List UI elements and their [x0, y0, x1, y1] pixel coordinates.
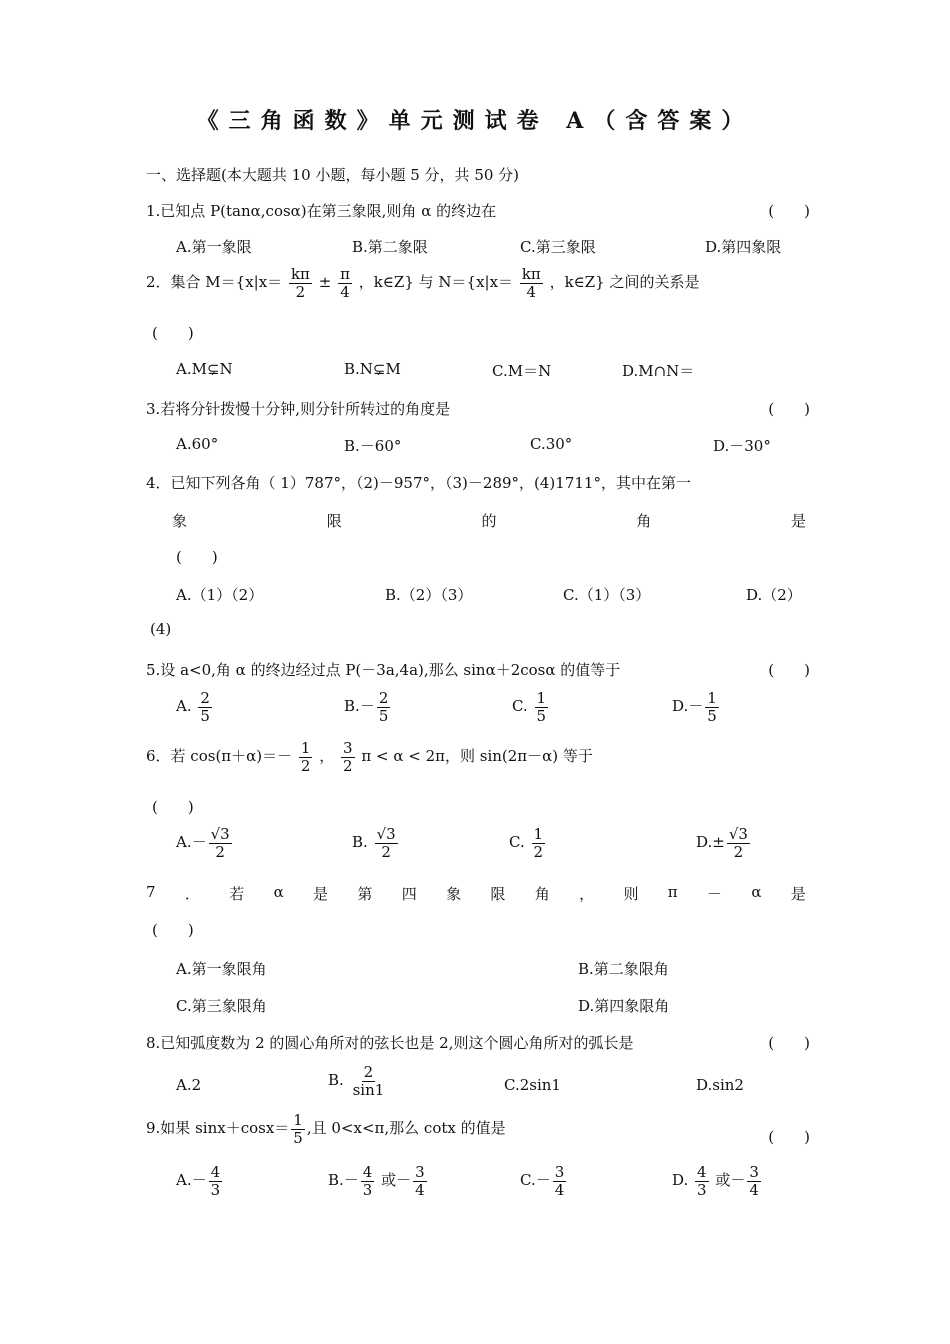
- answer-paren: ( ): [152, 798, 194, 816]
- q9-option-a: A.－ $\frac{4}{3}$: [176, 1163, 221, 1199]
- q1-option-b: B.第二象限: [352, 238, 428, 256]
- q5-option-b: B.－ $\frac{2}{5}$: [344, 689, 389, 725]
- q5-option-a: A. $\frac{2}{5}$: [176, 689, 210, 725]
- q5-option-c: C. $\frac{1}{5}$: [512, 689, 547, 725]
- q4-option-a: A.（1）（2）: [176, 586, 264, 604]
- q2-text-1: 2．集合 M＝{x|x＝: [146, 273, 283, 291]
- q8-option-d: D.sin2: [696, 1076, 744, 1094]
- q8-option-a: A.2: [176, 1076, 202, 1094]
- question-7: 7 ． 若 α 是 第 四 象 限 角 ， 则 π － α 是: [146, 883, 806, 903]
- answer-paren: ( ): [768, 400, 810, 418]
- q2-option-a: A.M⊊N: [176, 360, 233, 378]
- q7-option-b: B.第二象限角: [578, 960, 669, 978]
- q2-option-d: D.M∩N＝: [622, 362, 695, 380]
- fraction: $\frac{\pi}{4}$: [340, 265, 350, 301]
- q1-option-a: A.第一象限: [176, 238, 252, 256]
- q3-option-b: B.－60°: [344, 437, 402, 455]
- fraction: $\frac{k\pi}{4}$: [521, 265, 541, 301]
- q2-option-b: B.N⊊M: [344, 360, 401, 378]
- answer-paren: ( ): [152, 324, 194, 342]
- q1-option-d: D.第四象限: [705, 238, 782, 256]
- fraction: $\frac{k\pi}{2}$: [290, 265, 310, 301]
- q8-option-c: C.2sin1: [504, 1076, 561, 1094]
- q2-option-c: C.M＝N: [492, 362, 552, 380]
- answer-paren: ( ): [768, 661, 810, 679]
- q2-text-3: ，k∈Z} 与 N＝{x|x＝: [358, 273, 514, 291]
- q7-option-d: D.第四象限角: [578, 997, 670, 1015]
- q8-option-b: B. $\frac{2}{\sin 1}$: [328, 1063, 385, 1099]
- q4-option-d-wrap: (4): [150, 620, 172, 638]
- q6-option-d: D.± $\frac{√3}{2}$: [696, 825, 748, 861]
- q4-option-c: C.（1）（3）: [563, 586, 651, 604]
- page-title: 《三角函数》单元测试卷 A（含答案）: [196, 108, 754, 134]
- answer-paren: ( ): [768, 1128, 810, 1146]
- q9-option-d: D. $\frac{4}{3}$ 或－ $\frac{3}{4}$: [672, 1163, 759, 1199]
- q6-option-c: C. $\frac{1}{2}$: [509, 825, 544, 861]
- q7-option-c: C.第三象限角: [176, 997, 267, 1015]
- answer-paren: ( ): [768, 1034, 810, 1052]
- q2-text-4: ，k∈Z} 之间的关系是: [549, 273, 700, 291]
- q1-option-c: C.第三象限: [520, 238, 596, 256]
- q4-option-d: D.（2）: [746, 586, 802, 604]
- answer-paren: ( ): [176, 548, 218, 566]
- answer-paren: ( ): [768, 202, 810, 220]
- section-heading: 一、选择题(本大题共 10 小题，每小题 5 分，共 50 分): [146, 166, 520, 184]
- q4-line-2: 象 限 的 角 是: [172, 512, 806, 530]
- question-8: 8.已知弧度数为 2 的圆心角所对的弦长也是 2,则这个圆心角所对的弧长是: [146, 1034, 634, 1052]
- q7-option-a: A.第一象限角: [176, 960, 267, 978]
- q9-option-c: C.－ $\frac{3}{4}$: [520, 1163, 565, 1199]
- q9-option-b: B.－ $\frac{4}{3}$ 或－ $\frac{3}{4}$: [328, 1163, 425, 1199]
- question-5: 5.设 a<0,角 α 的终边经过点 P(－3a,4a),那么 sinα＋2cosα 的值等于: [146, 661, 621, 679]
- answer-paren: ( ): [152, 921, 194, 939]
- question-1: 1.已知点 P(tanα,cosα)在第三象限,则角 α 的终边在: [146, 202, 497, 220]
- question-3: 3.若将分针拨慢十分钟,则分针所转过的角度是: [146, 400, 451, 418]
- q4-option-b: B.（2）（3）: [385, 586, 473, 604]
- q2-text-2: ±: [318, 273, 332, 291]
- question-9: 9.如果 sinx＋cosx＝ $\frac{1}{5}$ ,且 0<x<π,那么 cotx 的值是: [146, 1111, 506, 1147]
- q5-option-d: D.－ $\frac{1}{5}$: [672, 689, 717, 725]
- q6-option-a: A.－ $\frac{√3}{2}$: [176, 825, 230, 861]
- q3-option-c: C.30°: [530, 435, 573, 453]
- q3-option-d: D.－30°: [713, 437, 771, 455]
- q6-option-b: B. $\frac{√3}{2}$: [352, 825, 396, 861]
- question-6: 6．若 cos(π＋α)＝－ $\frac{1}{2}$ ， $\frac{3}{2}$ π < α < 2π，则 sin(2π－α) 等于: [146, 739, 593, 775]
- question-4: 4．已知下列各角（ 1）787°，（2)－957°，（3)－289°，(4)1711°，其中在第一: [146, 474, 691, 492]
- q3-option-a: A.60°: [176, 435, 219, 453]
- question-2: [146, 266, 700, 300]
